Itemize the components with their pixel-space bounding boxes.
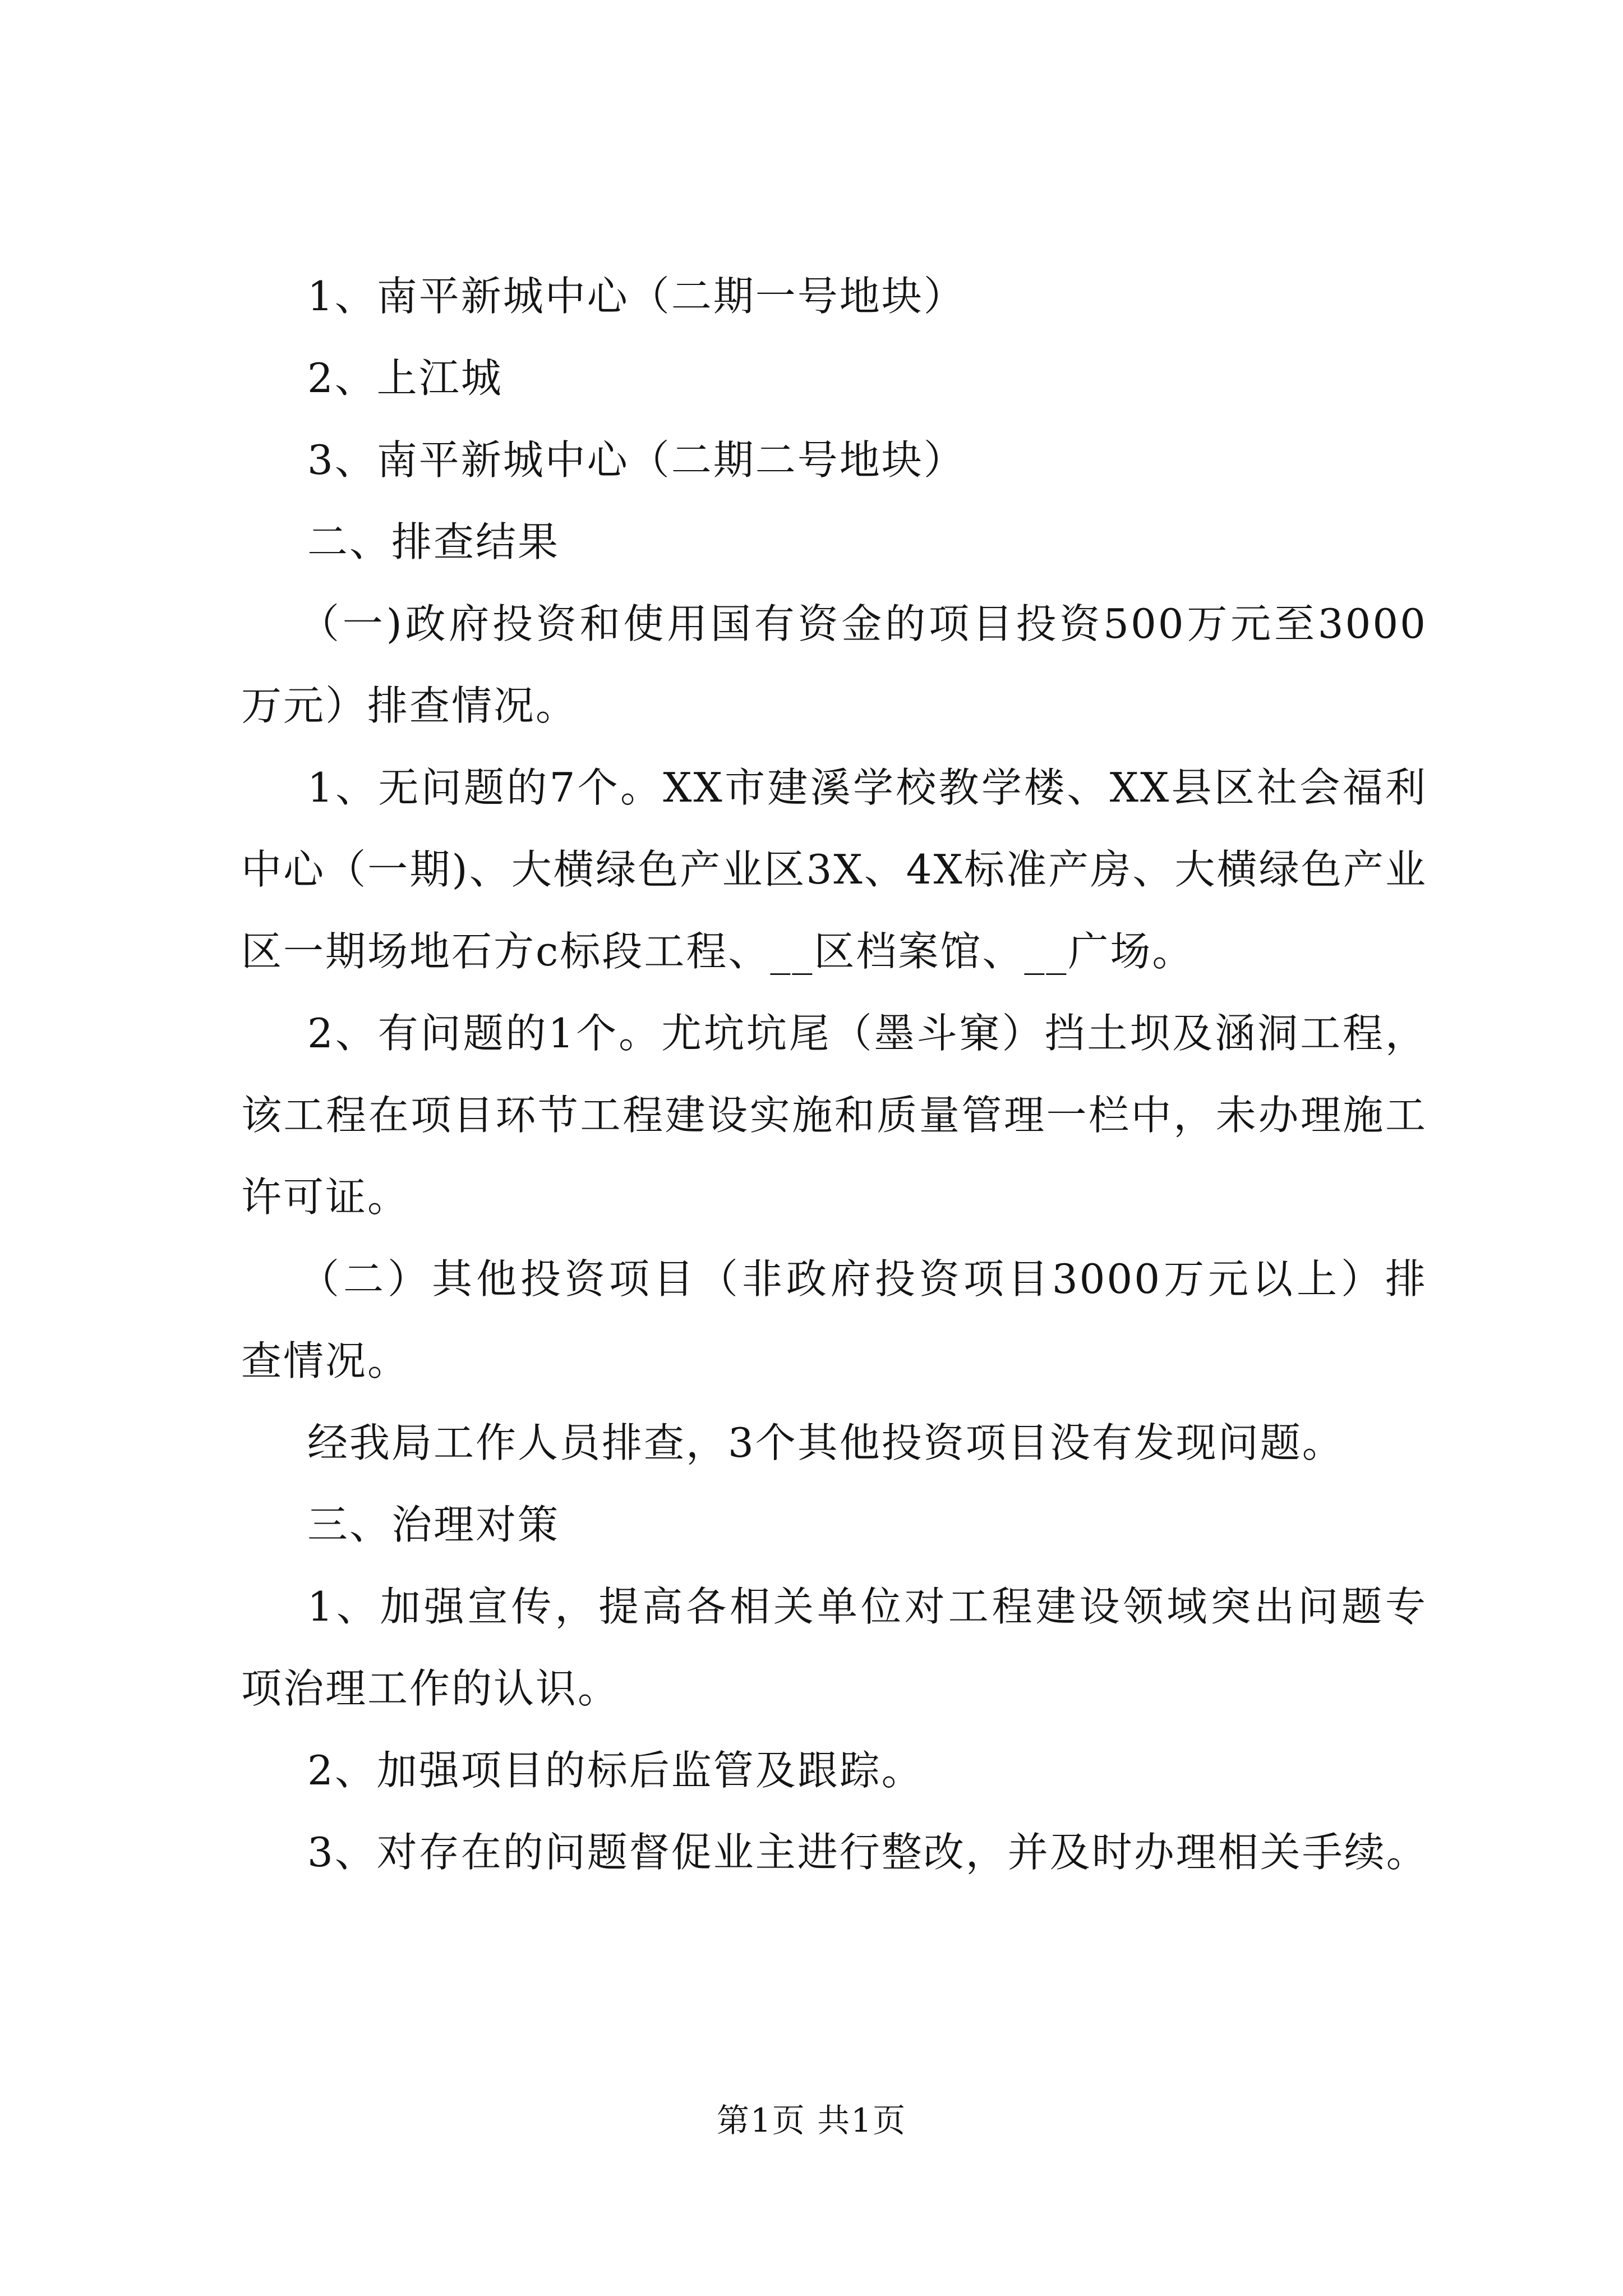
- paragraph-line: 经我局工作人员排查，3个其他投资项目没有发现问题。: [307, 1419, 1344, 1466]
- paragraph-line: （一)政府投资和使用国有资金的项目投资500万元至3000: [299, 600, 1427, 647]
- paragraph-line: （二）其他投资项目（非政府投资项目3000万元以上）排: [299, 1255, 1427, 1303]
- section-heading-2: 二、排查结果: [307, 518, 560, 565]
- page-number-footer: 第1页 共1页: [716, 2101, 907, 2139]
- section-heading-3: 三、治理对策: [307, 1501, 560, 1548]
- paragraph-line: 该工程在项目环节工程建设实施和质量管理一栏中，未办理施工: [241, 1092, 1427, 1139]
- paragraph-line: 3、对存在的问题督促业主进行整改，并及时办理相关手续。: [307, 1829, 1428, 1876]
- document-body: [241, 255, 1427, 1893]
- paragraph-line: 许可证。: [241, 1174, 410, 1221]
- paragraph-line: 2、加强项目的标后监管及跟踪。: [307, 1747, 924, 1794]
- item-line-1: 1、南平新城中心（二期一号地块）: [307, 273, 966, 320]
- item-line-2: 2、上江城: [307, 355, 503, 402]
- paragraph-line: 查情况。: [241, 1337, 410, 1384]
- paragraph-line: 项治理工作的认识。: [241, 1665, 620, 1712]
- paragraph-line: 1、加强宣传，提高各相关单位对工程建设领域突出问题专: [307, 1583, 1427, 1630]
- paragraph-line: 区一期场地石方c标段工程、__区档案馆、__广场。: [241, 928, 1195, 975]
- paragraph-line: 1、无问题的7个。XX市建溪学校教学楼、XX县区社会福利: [307, 764, 1427, 811]
- paragraph-line: 2、有问题的1个。尤坑坑尾（墨斗窠）挡土坝及涵洞工程，: [307, 1010, 1427, 1057]
- paragraph-line: 中心（一期)、大横绿色产业区3X、4X标准产房、大横绿色产业: [241, 846, 1427, 893]
- paragraph-line: 万元）排查情况。: [241, 682, 578, 729]
- item-line-3: 3、南平新城中心（二期二号地块）: [307, 436, 966, 484]
